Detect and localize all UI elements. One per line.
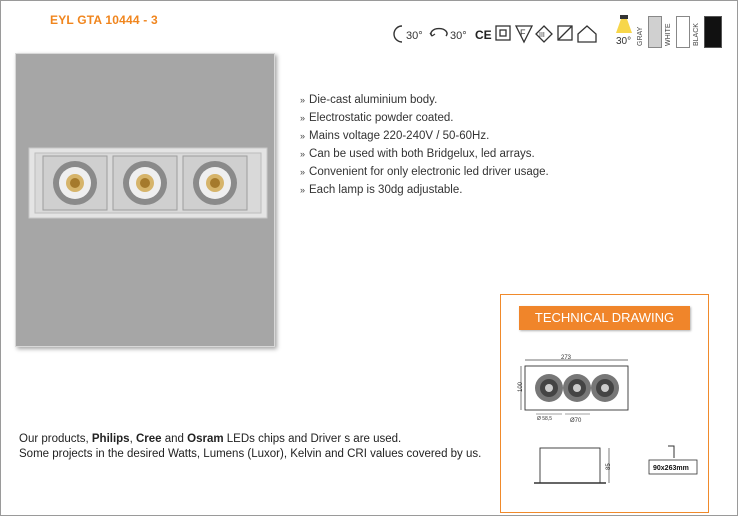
house-icon bbox=[578, 26, 596, 42]
product-code: EYL GTA 10444 - 3 bbox=[50, 13, 158, 27]
certification-icons bbox=[392, 18, 632, 48]
svg-text:F: F bbox=[520, 28, 526, 38]
beam-angle-icon bbox=[614, 15, 634, 35]
lamp-3 bbox=[183, 156, 247, 210]
plan-lamp-3 bbox=[591, 374, 619, 402]
color-label-gray: GRAY bbox=[637, 26, 644, 46]
dim-width: 273 bbox=[561, 355, 572, 361]
lamp-1 bbox=[43, 156, 107, 210]
feature-list bbox=[300, 91, 549, 199]
color-label-black: BLACK bbox=[693, 23, 700, 46]
feature-item: » Mains voltage 220-240V / 50-60Hz. bbox=[300, 130, 490, 142]
class-ii-icon bbox=[496, 26, 510, 40]
rotate-icon bbox=[430, 29, 447, 36]
ce-mark: CE bbox=[475, 28, 492, 42]
footer-text bbox=[19, 432, 481, 462]
plan-lamp-1 bbox=[535, 374, 563, 402]
color-swatch-white bbox=[676, 16, 690, 48]
brand-cree: Cree bbox=[135, 433, 162, 445]
bullet-icon: » bbox=[300, 167, 306, 177]
brand-osram: Osram bbox=[187, 433, 224, 445]
dim-inner: Ø70 bbox=[570, 418, 582, 424]
bullet-icon: » bbox=[300, 149, 306, 159]
bullet-icon: » bbox=[300, 131, 306, 141]
cutout-size: 90x263mm bbox=[653, 465, 689, 472]
feature-item: » Electrostatic powder coated. bbox=[300, 112, 454, 124]
plan-lamp-2 bbox=[563, 374, 591, 402]
bullet-icon: » bbox=[300, 95, 306, 105]
feature-item: » Convenient for only electronic led driver usage. bbox=[300, 166, 549, 178]
footer-line-2: Some projects in the desired Watts, Lumens (Luxor), Kelvin and CRI values covered by us. bbox=[19, 448, 482, 460]
product-photo bbox=[15, 53, 275, 347]
dim-small: Ø 58,5 bbox=[537, 416, 553, 422]
footer-line-1: Our products, Philips, Cree and Osram LEDs chips and Driver s are used. bbox=[19, 433, 402, 445]
tilt-icon bbox=[394, 26, 402, 42]
temperature-icon bbox=[558, 26, 572, 40]
svg-text:III: III bbox=[539, 32, 545, 39]
lamp-2 bbox=[113, 156, 177, 210]
rotate-angle: 30° bbox=[450, 30, 467, 42]
tilt-angle: 30° bbox=[406, 30, 423, 42]
technical-drawing-button[interactable]: TECHNICAL DRAWING bbox=[519, 306, 690, 330]
bullet-icon: » bbox=[300, 113, 306, 123]
feature-item: » Each lamp is 30dg adjustable. bbox=[300, 184, 463, 196]
technical-drawing bbox=[508, 350, 703, 500]
dim-height: 100 bbox=[518, 381, 524, 392]
bullet-icon: » bbox=[300, 185, 306, 195]
class-iii-icon bbox=[536, 26, 552, 42]
beam-angle-label: 30° bbox=[616, 36, 632, 47]
feature-item: » Can be used with both Bridgelux, led arrays. bbox=[300, 148, 535, 160]
color-label-white: WHITE bbox=[665, 23, 672, 46]
color-swatch-gray bbox=[648, 16, 662, 48]
f-mark-icon bbox=[516, 26, 532, 42]
feature-item: » Die-cast aluminium body. bbox=[300, 94, 438, 106]
brand-philips: Philips bbox=[91, 433, 130, 445]
color-swatch-black bbox=[704, 16, 722, 48]
dim-depth: 85 bbox=[606, 463, 612, 470]
product-image bbox=[16, 54, 274, 346]
